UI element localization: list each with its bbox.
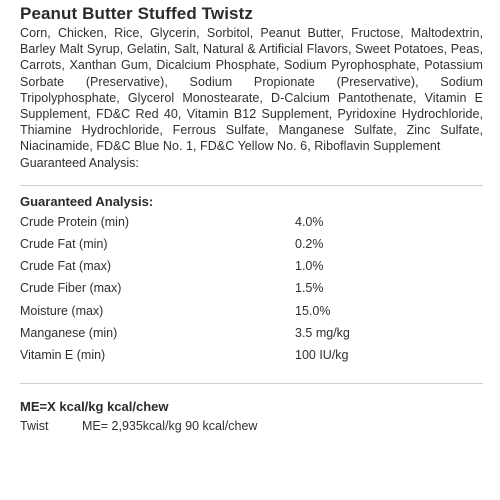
table-row bbox=[20, 322, 420, 344]
nutrient-name: Vitamin E (min) bbox=[20, 348, 106, 363]
table-row bbox=[20, 344, 420, 366]
table-row bbox=[20, 300, 420, 322]
table-row bbox=[20, 255, 420, 277]
nutrient-value: 3.5 mg/kg bbox=[295, 325, 350, 340]
nutrient-name: Crude Protein (min) bbox=[20, 214, 130, 229]
calorie-content-row bbox=[20, 418, 483, 434]
table-row bbox=[20, 233, 420, 255]
guaranteed-analysis-reference: Guaranteed Analysis: bbox=[20, 155, 139, 170]
product-title: Peanut Butter Stuffed Twistz bbox=[20, 4, 253, 23]
nutrient-name: Crude Fat (min) bbox=[20, 237, 108, 252]
table-row bbox=[20, 211, 420, 233]
nutrient-name: Manganese (min) bbox=[20, 325, 118, 340]
ingredients-list: Corn, Chicken, Rice, Glycerin, Sorbitol, Peanut Butter, Fructose, Maltodextrin, Barley Malt Syrup, Gelatin, Salt, Natural & Artificial Flavors, Sweet Potatoes, Peas, Carrots, Xanthan Gum, Dicalcium Phosphate, Sodium Pyrophosphate, Potassium Sorbate (Preservative), Sodium Propionate (Preservative), Sodium Tripolyphosphate, Glycerol Monostearate, D-Calcium Pantothenate, Vitamin E Supplement, FD&C Red 40, Vitamin B12 Supplement, Pyridoxine Hydrochloride, Thiamine Hydrochloride, Ferrous Sulfate, Manganese Sulfate, Zinc Sulfate, Niacinamide, FD&C Blue No. 1, FD&C Yellow No. 6, Riboflavin Supplement bbox=[20, 26, 483, 154]
calorie-content-heading: ME=X kcal/kg kcal/chew bbox=[20, 399, 169, 415]
nutrient-value: 100 IU/kg bbox=[295, 348, 349, 363]
guaranteed-analysis-heading: Guaranteed Analysis: bbox=[20, 193, 154, 209]
nutrient-name: Crude Fat (max) bbox=[20, 259, 111, 274]
guaranteed-analysis-table bbox=[20, 211, 420, 366]
nutrient-value: 1.5% bbox=[295, 281, 324, 296]
nutrient-value: 1.0% bbox=[295, 259, 324, 274]
nutrient-name: Moisture (max) bbox=[20, 303, 104, 318]
nutrient-value: 4.0% bbox=[295, 214, 324, 229]
calorie-product-name: Twist bbox=[20, 419, 49, 434]
nutrient-name: Crude Fiber (max) bbox=[20, 281, 122, 296]
nutrient-value: 15.0% bbox=[295, 303, 331, 318]
table-row bbox=[20, 277, 420, 299]
calorie-value: ME= 2,935kcal/kg 90 kcal/chew bbox=[82, 419, 258, 434]
nutrient-value: 0.2% bbox=[295, 237, 324, 252]
